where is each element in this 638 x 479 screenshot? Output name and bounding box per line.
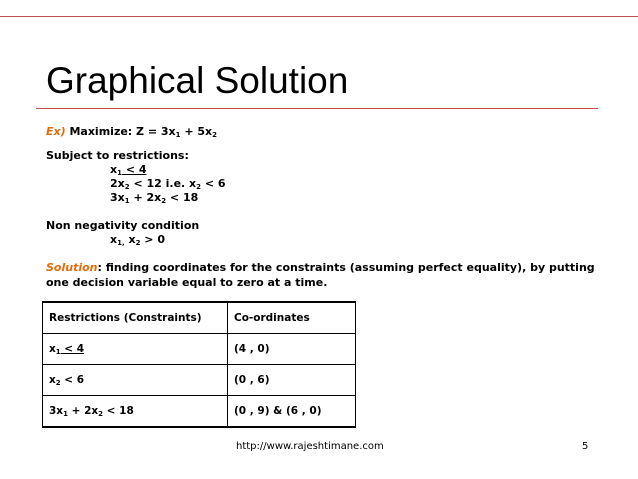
coordinate-cell: (0 , 9) & (6 , 0) bbox=[228, 396, 356, 428]
coordinates-table bbox=[42, 301, 356, 428]
c1-op: < 4 bbox=[121, 163, 147, 176]
coordinate-cell: (4 , 0) bbox=[228, 334, 356, 365]
r-mid: + 2x bbox=[67, 405, 99, 417]
subject-to-heading: Subject to restrictions: bbox=[46, 149, 189, 162]
subscript: 1 bbox=[175, 131, 181, 139]
solution-label: Solution bbox=[46, 261, 98, 274]
nn-mid: x bbox=[124, 233, 136, 246]
r-var: 3x bbox=[49, 405, 64, 417]
subscript: 1, bbox=[117, 239, 125, 247]
c3-mid: + 2x bbox=[129, 191, 162, 204]
subscript: 2 bbox=[212, 131, 218, 139]
nn-end: > 0 bbox=[140, 233, 165, 246]
subscript: 2 bbox=[98, 410, 104, 418]
nonneg-condition bbox=[110, 233, 165, 247]
example-label: Ex) bbox=[46, 125, 66, 138]
page-number: 5 bbox=[582, 441, 589, 452]
table-header-cell: Co-ordinates bbox=[228, 302, 356, 334]
objective-text: Maximize: Z = 3x bbox=[65, 125, 176, 138]
subscript: 2 bbox=[196, 183, 202, 191]
constraint-2 bbox=[110, 177, 226, 191]
title-underline bbox=[36, 108, 598, 109]
c3-var: 3x bbox=[110, 191, 125, 204]
coordinate-cell: (0 , 6) bbox=[228, 365, 356, 396]
subscript: 1 bbox=[117, 169, 122, 177]
solution-line-1 bbox=[46, 261, 595, 275]
c3-end: < 18 bbox=[166, 191, 199, 204]
slide-title: Graphical Solution bbox=[46, 60, 349, 101]
r-var: x bbox=[49, 343, 56, 355]
table-row bbox=[43, 396, 356, 428]
r-op: < 6 bbox=[60, 374, 85, 386]
subscript: 2 bbox=[135, 239, 141, 247]
table-row bbox=[43, 365, 356, 396]
subscript: 1 bbox=[55, 348, 61, 356]
nonneg-heading: Non negativity condition bbox=[46, 219, 200, 232]
table-row bbox=[43, 334, 356, 365]
r-var: x bbox=[49, 374, 56, 386]
constraint-1 bbox=[110, 163, 147, 177]
example-line bbox=[46, 125, 217, 139]
subscript: 2 bbox=[124, 183, 130, 191]
solution-line-2: one decision variable equal to zero at a time. bbox=[46, 276, 328, 289]
subscript: 2 bbox=[161, 197, 167, 205]
nn-var: x bbox=[110, 233, 118, 246]
r-op: < 18 bbox=[103, 405, 134, 417]
restriction-cell bbox=[43, 396, 228, 428]
subscript: 1 bbox=[124, 197, 130, 205]
c1-var: x bbox=[110, 163, 118, 176]
restriction-cell bbox=[43, 334, 228, 365]
subscript: 2 bbox=[55, 379, 61, 387]
r-op: < 4 bbox=[60, 343, 85, 355]
table-header-cell: Restrictions (Constraints) bbox=[43, 302, 228, 334]
c2-end: < 6 bbox=[201, 177, 226, 190]
top-border-line bbox=[0, 16, 638, 17]
c2-op: < 12 i.e. x bbox=[129, 177, 197, 190]
footer-url: http://www.rajeshtimane.com bbox=[236, 441, 384, 452]
c2-var: 2x bbox=[110, 177, 125, 190]
objective-text-2: + 5x bbox=[180, 125, 213, 138]
restriction-cell bbox=[43, 365, 228, 396]
table-header-row bbox=[43, 302, 356, 334]
solution-text: : finding coordinates for the constraints (assuming perfect equality), by putting bbox=[97, 261, 595, 274]
subscript: 1 bbox=[63, 410, 68, 418]
constraint-3 bbox=[110, 191, 198, 205]
